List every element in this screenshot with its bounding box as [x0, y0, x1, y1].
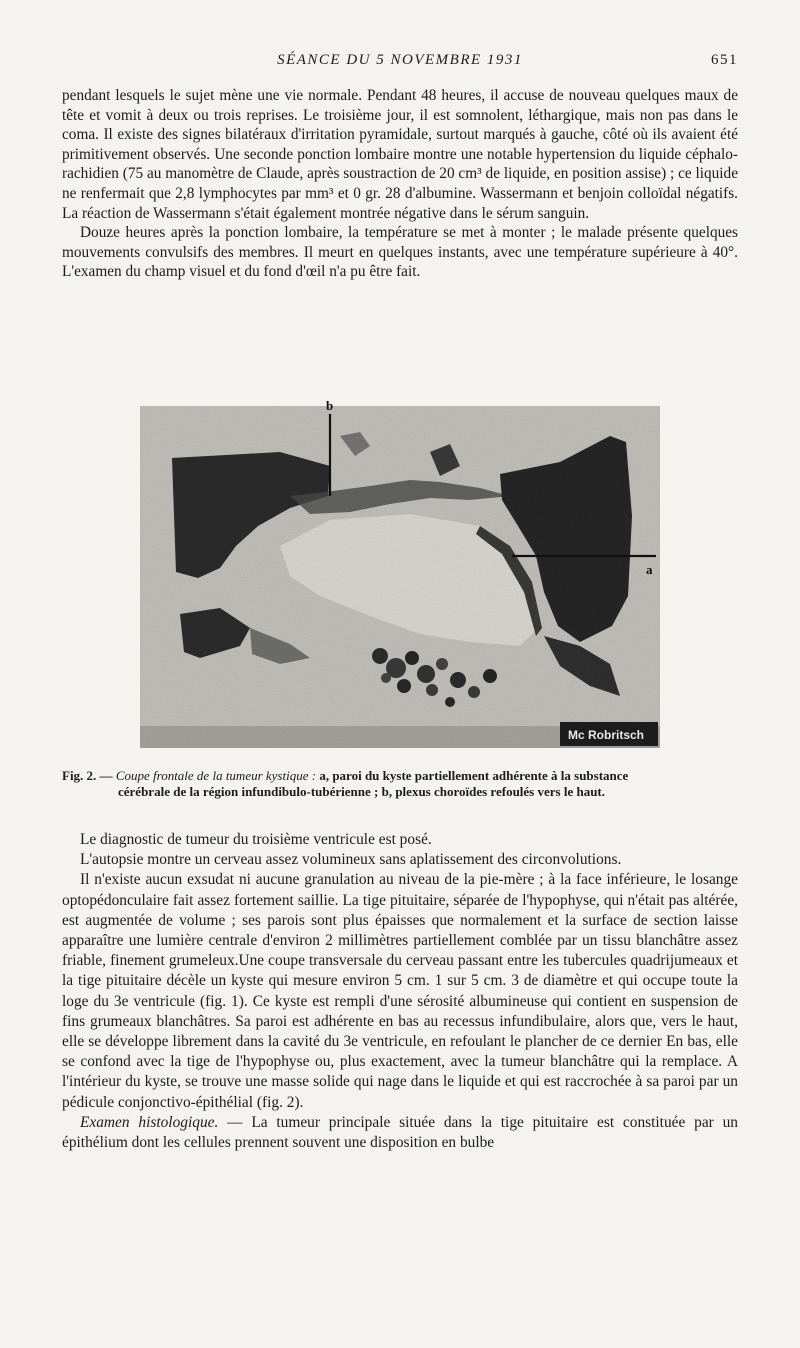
paragraph-text: — La tumeur principale située dans la tige pituitaire est constituée par un épithélium dont les cellules prennent souvent une disposition en bulbe — [62, 1113, 738, 1152]
figure-label-a: a — [646, 562, 653, 577]
paragraph: Le diagnostic de tumeur du troisième ventricule est posé. — [80, 831, 432, 848]
caption-label: Fig. 2. — — [62, 768, 113, 783]
figure-signature: Mc Robritsch — [568, 728, 645, 742]
figure-caption — [62, 768, 738, 800]
caption-text-1: a, paroi du kyste partiellement adhérente à la substance — [319, 768, 629, 783]
paragraph: Il n'existe aucun exsudat ni aucune granulation au niveau de la pie-mère ; à la face inférieure, le losange optopédonculaire fait assez fortement saillie. La tige pituitaire, séparée de l'hypophyse, qui n'était pas altérée, est augmentée de volume ; ses parois sont plus épaisses que normalement et la surface de section laisse apparaître une lumière centrale d'environ 2 millimètres partiellement comblée par un tissu blanchâtre assez friable, finement grumeleux.Une coupe transversale du cerveau passant entre les tubercules quadrijumeaux et la tige pituitaire décèle un kyste qui mesure environ 5 cm. 1 sur 5 cm. 3 de diamètre et qui occupe toute la loge du 3e ventricule (fig. 1). Ce kyste est rempli d'une sérosité albumineuse qui contient en suspension de fins grumeaux blanchâtres. Sa paroi est adhérente en bas au recessus infundibulaire, alors que, vers le haut, elle se développe librement dans la cavité du 3e ventricule, en refoulant le plancher de ce dernier En bas, elle se confond avec la tige de l'hypophyse ou, plus exactement, avec la tumeur blanchâtre qui la remplace. A l'intérieur du kyste, se trouve une masse solide qui nage dans le liquide et qui est raccrochée à sa paroi par un pédicule conjonctivo-épithélial (fig. 2). — [62, 871, 738, 1111]
figure-label-b: b — [326, 398, 334, 413]
paragraph: pendant lesquels le sujet mène une vie normale. Pendant 48 heures, il accuse de nouveau quelques maux de tête et vomit à deux ou trois reprises. Le troisième jour, il est somnolent, léthargique, mais non pas dans le coma. Il existe des signes bilatéraux d'irritation pyramidale, surtout marqués à gauche, côté où ils avaient été primitivement observés. Une seconde ponction lombaire montre une notable hypertension du liquide céphalo-rachidien (75 au manomètre de Claude, après soustraction de 20 cm³ de liquide, en position assise) ; ce liquide ne renfermait que 2,8 lymphocytes par mm³ et 0 gr. 28 d'albumine. Wassermann et benjoin colloïdal négatifs. La réaction de Wassermann s'était également montrée négative dans le sérum sanguin. — [62, 87, 738, 222]
text-block-top — [62, 86, 738, 282]
section-lead: Examen histologique. — [80, 1113, 219, 1131]
paragraph-histology — [62, 1113, 738, 1153]
micrograph-image — [140, 396, 660, 748]
figure-2-micrograph — [140, 396, 660, 748]
page-number: 651 — [711, 52, 738, 68]
text-block-bottom — [62, 830, 738, 1153]
paragraph: L'autopsie montre un cerveau assez volumineux sans aplatissement des circonvolutions. — [80, 851, 622, 869]
paragraph: Douze heures après la ponction lombaire, la température se met à monter ; le malade présente quelques mouvements convulsifs des membres. Il meurt en quelques instants, avec une température supérieure à 40°. L'examen du champ visuel et du fond d'œil n'a pu être fait. — [62, 224, 738, 281]
caption-title: Coupe frontale de la tumeur kystique : — [115, 768, 317, 783]
running-head-title: SÉANCE DU 5 NOVEMBRE 1931 — [277, 52, 523, 68]
running-head — [62, 52, 738, 74]
caption-text-2: cérébrale de la région infundibulo-tubérienne ; b, plexus choroïdes refoulés vers le haut. — [118, 784, 606, 799]
